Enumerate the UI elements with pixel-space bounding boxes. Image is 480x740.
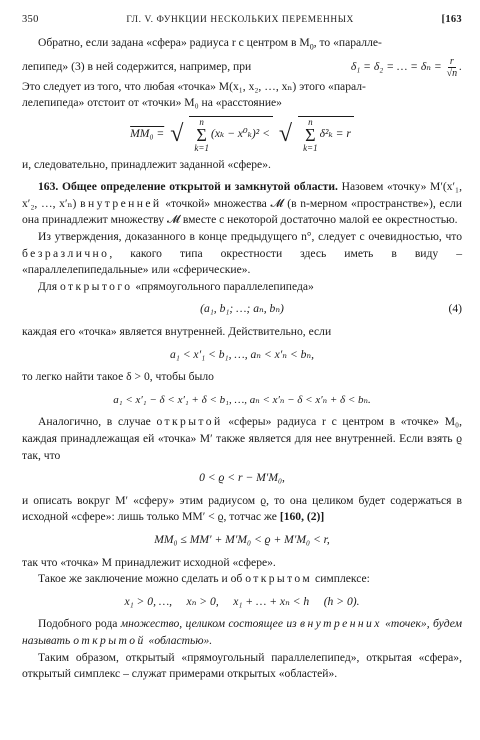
paragraph-open-box: Для открытого «прямоугольного параллелепипеда» xyxy=(38,279,314,293)
sum-operator: n Σ k=1 xyxy=(194,116,209,153)
equation-number: (4) xyxy=(448,302,462,316)
radical-sign: √ xyxy=(278,121,293,148)
paragraph-converse-line2: лепипед» (3) в ней содержится, например, при δ₁ = δ₂ = … = δₙ = $\frac{r}{√n}$ . xyxy=(22,55,462,79)
paragraph-converse-line3: Это следует из того, что любая «точка» M(x₁, x₂, …, xₙ) этого «парал- xyxy=(22,79,366,93)
sum-operator: n Σ k=1 xyxy=(303,116,318,153)
formula-simplex: x₁ > 0, …, xₙ > 0, x₁ + … + xₙ < h (h > 0). xyxy=(124,594,360,608)
paragraph-describe-sphere: и описать вокруг M′ «сферу» этим радиусом ϱ, то она целиком будет содержаться в исходной «сфере»: лишь только MM′ < ϱ, тотчас же [160, (2)] xyxy=(22,493,462,524)
formula-distance: MM₀ = √ n Σ k=1 (xₖ − x⁰ₖ)² < √ n Σ k=1 δ²ₖ = r xyxy=(22,116,462,153)
paragraph-open-sphere: Аналогично, в случае открытой «сферы» радиуса r с центром в «точке» M₀, каждая принадлежащая ей «точка» M′ также является для нее внутренней. Если взять ϱ так, что xyxy=(22,415,462,462)
paragraph-converse-line4: лелепипеда» отстоит от «точки» M₀ на «расстояние» xyxy=(22,96,282,110)
paragraph-converse: Обратно, если задана «сфера» радиуса r с центром в $M_0$, то «паралле- xyxy=(38,35,382,51)
formula-rho: 0 < ϱ < r − M′M₀, xyxy=(199,471,285,485)
formula-4: (a₁, b₁; …; aₙ, bₙ) (4) xyxy=(22,301,462,318)
paragraph-definition-open: Подобного рода множество, целиком состоящее из внутренних «точек», будем называть открытой «областью». xyxy=(22,617,463,647)
page-number: 350 xyxy=(22,14,39,25)
running-title: ГЛ. V. ФУНКЦИИ НЕСКОЛЬКИХ ПЕРЕМЕННЫХ xyxy=(126,15,354,25)
delta-equality: δ₁ = δ₂ = … = δₙ = xyxy=(350,59,442,73)
book-page xyxy=(22,12,462,683)
paragraph-belongs: так что «точка» M принадлежит исходной «сфере». xyxy=(22,555,276,569)
paragraph-interior: каждая его «точка» является внутренней. Действительно, если xyxy=(22,325,332,339)
paragraph-simplex: Такое же заключение можно сделать и об открытом симплексе: xyxy=(38,572,370,586)
page-header xyxy=(22,12,462,29)
paragraph-conclusion: и, следовательно, принадлежит заданной «сфере». xyxy=(22,157,271,171)
fraction-r-over-sqrt-n: $\frac{r}{√n}$ xyxy=(446,55,458,79)
cross-reference: [160, (2)] xyxy=(279,510,325,524)
paragraph-delta: то легко найти такое δ > 0, чтобы было xyxy=(22,370,214,384)
formula-delta-bounds: a₁ < x′₁ − δ < x′₁ + δ < b₁, …, aₙ < x′ₙ − δ < x′ₙ + δ < bₙ. xyxy=(113,393,371,406)
paragraph-examples: Таким образом, открытый «прямоугольный параллелепипед», открытая «сфера», открытый симплекс – служат примерами открытых «областей». xyxy=(22,650,462,681)
section-reference: [163 xyxy=(441,14,462,25)
formula-bounds: a₁ < x′₁ < b₁, …, aₙ < x′ₙ < bₙ, xyxy=(169,347,315,361)
paragraph-neighborhood: Из утверждения, доказанного в конце предыдущего n°, следует с очевидностью, что безразлично, какого типа окрестности здесь иметь в виду – «параллелепипедальные» или «сферические». xyxy=(22,230,462,277)
formula-triangle: MM₀ ≤ MM′ + M′M₀ < ϱ + M′M₀ < r, xyxy=(154,532,330,546)
section-163: 163. Общее определение открытой и замкнутой области. Назовем «точку» M′(x′₁, x′₂, …, x′ₙ) внутренней «точкой» множества 𝓜 (в n-мерном «пространстве»), если она принадлежит множеству 𝓜 вместе с некоторой достаточно малой ее окрестностью. xyxy=(22,180,463,227)
radical-sign: √ xyxy=(170,121,184,148)
section-heading: 163. Общее определение открытой и замкнутой области. xyxy=(38,180,338,194)
